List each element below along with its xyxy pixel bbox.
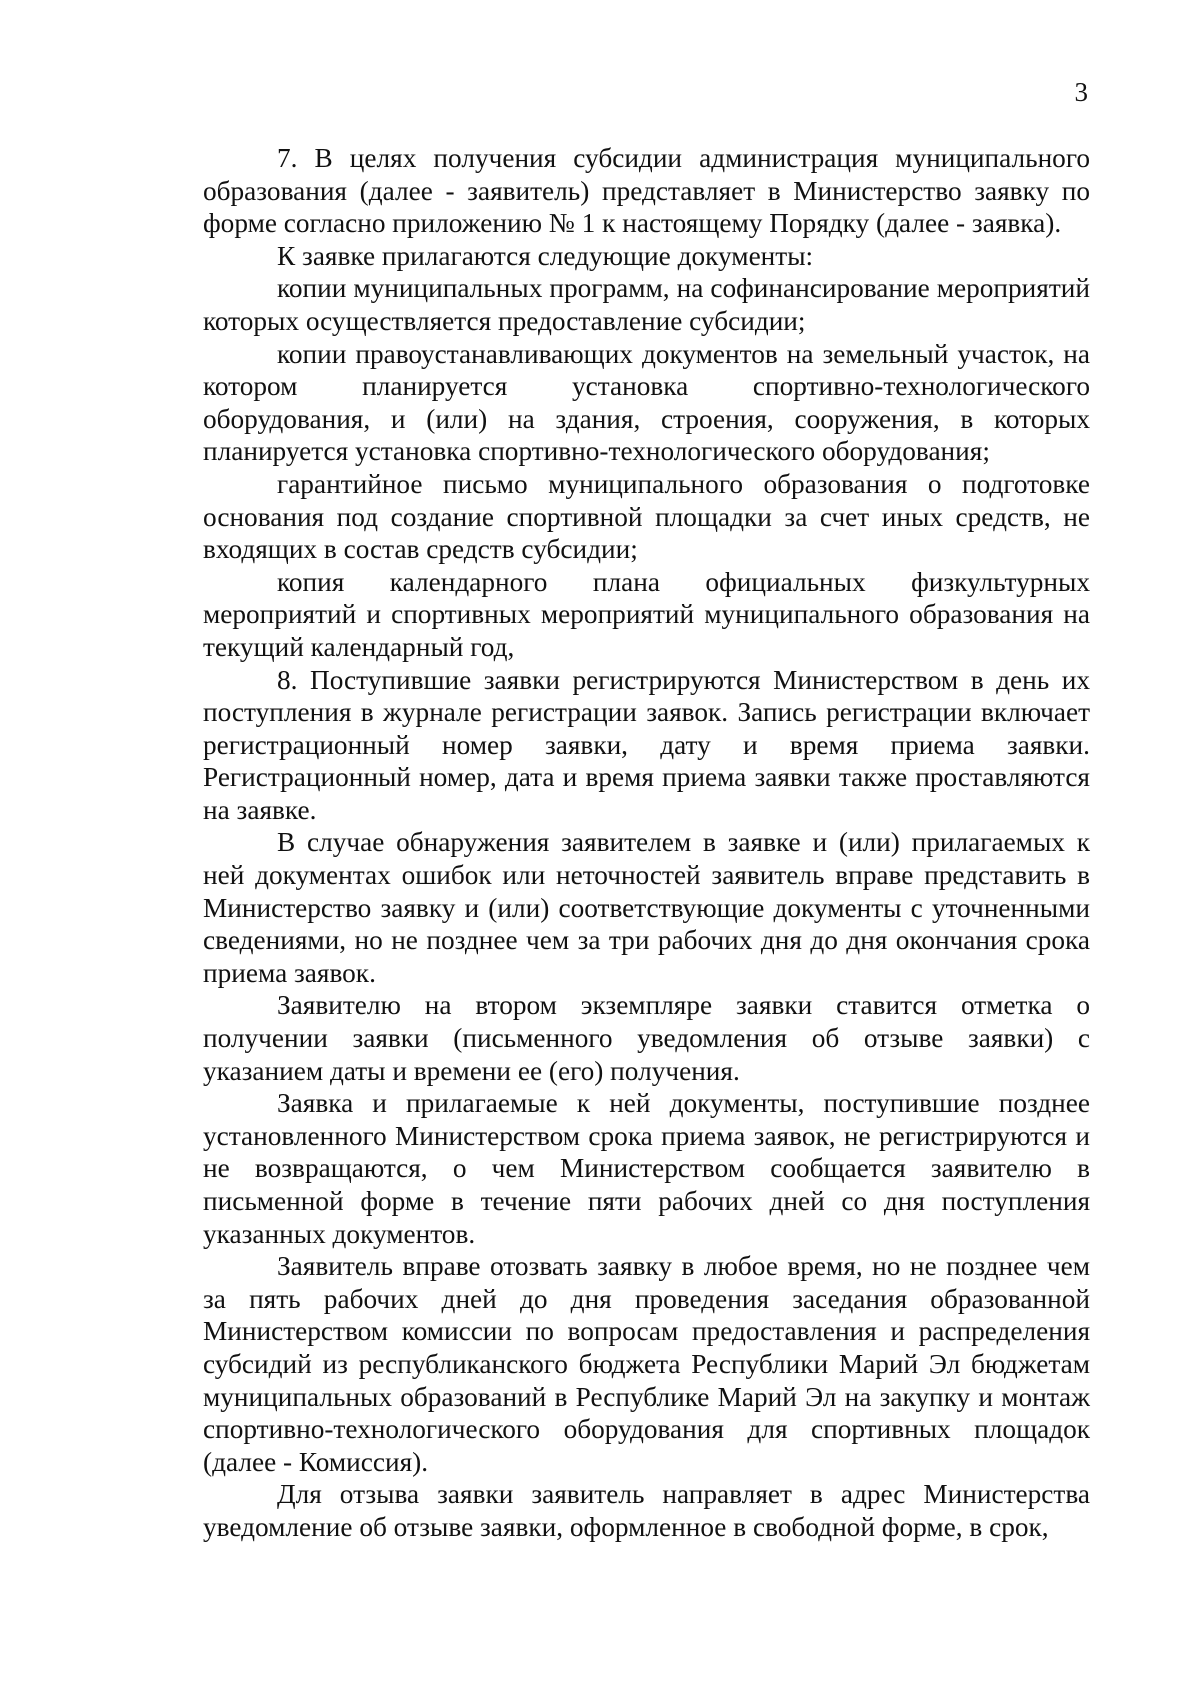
paragraph-withdrawal-right: Заявитель вправе отозвать заявку в любое время, но не позднее чем за пять рабочих дней до дня проведения заседания образованной Министерством комиссии по вопросам предоставления и распределения субсидий из республиканского бюджета Республики Марий Эл бюджетам муниципальных образований в Республике Марий Эл на закупку и монтаж спортивно-технологического оборудования для спортивных площадок (далее - Комиссия). [203,1251,1090,1477]
list-item-guarantee-letter: гарантийное письмо муниципального образования о подготовке основания под создание спортивной площадки за счет иных средств, не входящих в состав средств субсидии; [203,468,1090,565]
list-item-calendar-plan: копия календарного плана официальных физкультурных мероприятий и спортивных мероприятий муниципального образования на текущий календарный год, [203,566,1090,662]
paragraph-receipt-mark: Заявителю на втором экземпляре заявки ставится отметка о получении заявки (письменного уведомления об отзыве заявки) с указанием даты и времени ее (его) получения. [203,990,1090,1086]
list-item-land-documents: копии правоустанавливающих документов на земельный участок, на котором планируется установка спортивно-технологического оборудования, и (или) на здания, строения, сооружения, в которых планируется установка спортивно-технологического оборудования; [203,338,1090,467]
paragraph-7-application: 7. В целях получения субсидии администрация муниципального образования (далее - заявитель) представляет в Министерство заявку по форме согласно приложению № 1 к настоящему Порядку (далее - заявка). [203,143,1090,239]
list-item-program-copies: копии муниципальных программ, на софинансирование мероприятий которых осуществляется предоставление субсидии; [203,273,1090,336]
document-body [203,142,1090,1544]
page-number: 3 [1074,77,1088,107]
paragraph-attached-documents: К заявке прилагаются следующие документы: [277,240,814,271]
paragraph-corrections: В случае обнаружения заявителем в заявке и (или) прилагаемых к ней документах ошибок или неточностей заявитель вправе представить в Министерство заявку и (или) соответствующие документы с уточненными сведениями, но не позднее чем за три рабочих дня до дня окончания срока приема заявок. [203,827,1090,988]
paragraph-withdrawal-notice: Для отзыва заявки заявитель направляет в адрес Министерства уведомление об отзыве заявки, оформленное в свободной форме, в срок, [203,1479,1090,1542]
paragraph-8-registration: 8. Поступившие заявки регистрируются Министерством в день их поступления в журнале регистрации заявок. Запись регистрации включает регистрационный номер заявки, дату и время приема заявки. Регистрационный номер, дата и время приема заявки также проставляются на заявке. [203,664,1090,825]
paragraph-late-applications: Заявка и прилагаемые к ней документы, поступившие позднее установленного Министерством срока приема заявок, не регистрируются и не возвращаются, о чем Министерством сообщается заявителю в письменной форме в течение пяти рабочих дней со дня поступления указанных документов. [203,1088,1090,1249]
